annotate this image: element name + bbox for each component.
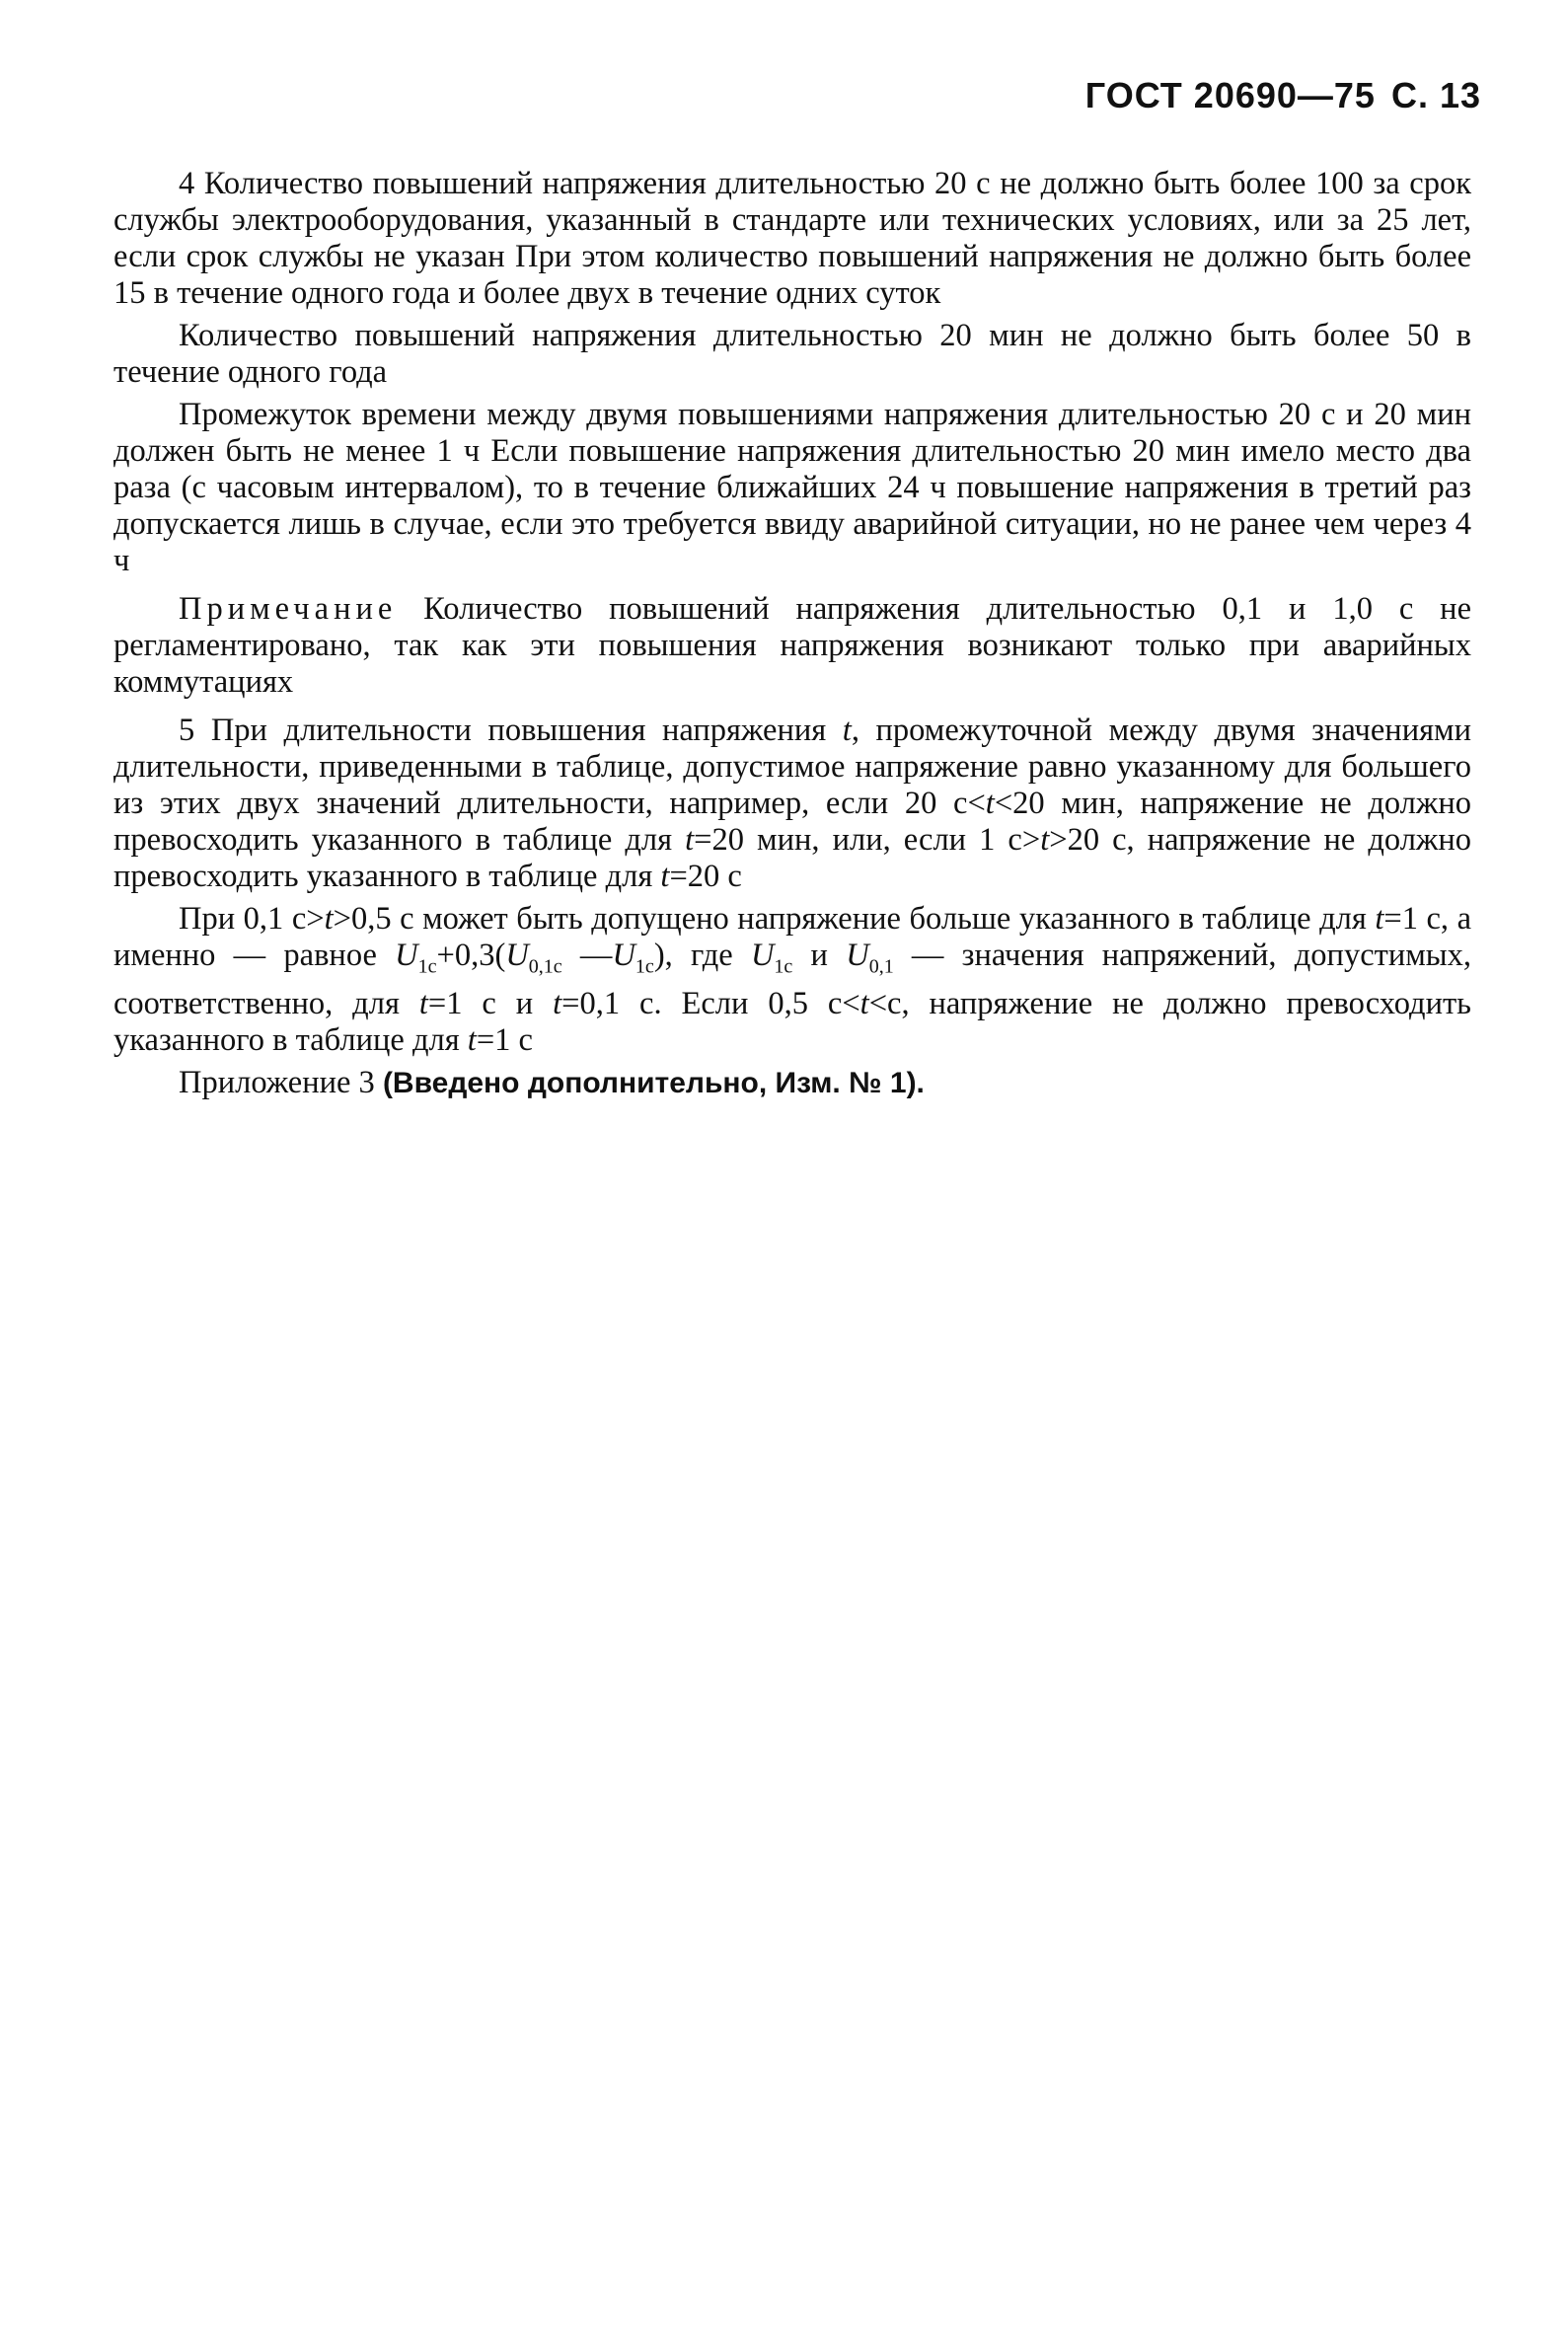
page-header <box>1085 75 1481 116</box>
paragraph-5 <box>113 713 1471 895</box>
standard-number: ГОСТ 20690—75 <box>1084 75 1376 115</box>
p6-text-e: — <box>561 938 613 973</box>
p6-text-h: — значения напряжений, допустимых, соответственно, для <box>113 938 1471 1021</box>
symbol-t: t <box>660 859 670 894</box>
p6-text-i: =1 с и <box>427 985 554 1021</box>
symbol-t: t <box>553 985 562 1021</box>
p5-text-a: 5 При длительности повышения напряжения <box>179 713 843 748</box>
symbol-t: t <box>985 786 995 821</box>
symbol-t: t <box>324 901 334 937</box>
p5-text-b: , промежуточной между двумя значениями длительности, приведенными в таблице, допустимое напряжение равно указанному для большего из этих двух значений длительности, например, если 20 с< <box>113 713 1471 821</box>
p6-text-f: ), где <box>653 938 751 973</box>
p5-text-e: >20 с, напряжение не должно превосходить указанного в таблице для <box>113 822 1472 894</box>
subscript-1c: 1c <box>774 955 793 978</box>
subscript-01: 0,1 <box>868 955 894 978</box>
p6-text-g: и <box>792 938 847 973</box>
symbol-t: t <box>842 713 852 748</box>
note-label: Примечание <box>179 591 398 627</box>
p6-text-l: =1 с <box>476 1021 533 1058</box>
p6-text-b: >0,5 с может быть допущено напряжение больше указанного в таблице для <box>333 901 1376 937</box>
symbol-t: t <box>1375 901 1384 937</box>
subscript-1c: 1c <box>635 955 654 978</box>
paragraph-interval: Промежуток времени между двумя повышениями напряжения длительностью 20 с и 20 мин должен быть не менее 1 ч Если повышение напряжения длительностью 20 мин имело место два раза (с часовым интервалом), то в течение ближайших 24 ч повышение напряжения в третий раз допускается лишь в случае, если это требуется ввиду аварийной ситуации, но не ранее чем через 4 ч <box>113 397 1471 578</box>
symbol-t: t <box>467 1021 477 1058</box>
p5-text-d: =20 мин, или, если 1 с> <box>694 822 1041 858</box>
symbol-u: U <box>505 938 529 973</box>
symbol-t: t <box>859 985 869 1021</box>
symbol-u: U <box>846 938 869 973</box>
document-body <box>113 166 1471 1107</box>
p6-text-c: =1 с, а именно — равное <box>113 901 1472 973</box>
p6-text-k: <с, напряжение не должно превосходить указанного в таблице для <box>113 985 1471 1058</box>
p6-text-d: +0,3( <box>436 938 506 973</box>
symbol-u: U <box>395 938 418 973</box>
appendix-label: Приложение 3 <box>179 1064 383 1100</box>
symbol-u: U <box>750 938 775 973</box>
p6-text-a: При 0,1 с> <box>179 901 325 937</box>
amendment-note: (Введено дополнительно, Изм. № 1). <box>382 1066 925 1099</box>
note-text: Количество повышений напряжения длительностью 0,1 и 1,0 с не регламентировано, так как эти повышения напряжения возникают только при аварийных коммутациях <box>113 591 1471 700</box>
paragraph-voltage-formula <box>113 901 1471 1059</box>
p5-text-f: =20 с <box>669 859 742 894</box>
symbol-t: t <box>1040 822 1050 858</box>
paragraph-4: 4 Количество повышений напряжения длительностью 20 с не должно быть более 100 за срок службы электрооборудования, указанный в стандарте или технических условиях, или за 25 лет, если срок службы не указан При этом количество повышений напряжения не должно быть более 15 в течение одного года и более двух в течение одних суток <box>113 166 1471 311</box>
p5-text-c: <20 мин, напряжение не должно превосходить указанного в таблице для <box>113 786 1471 858</box>
symbol-u: U <box>612 938 635 973</box>
symbol-t: t <box>685 822 695 858</box>
symbol-t: t <box>418 985 428 1021</box>
subscript-1c: 1c <box>417 955 437 978</box>
appendix-note <box>113 1065 1471 1101</box>
subscript-01c: 0,1c <box>528 955 562 978</box>
page-number: С. 13 <box>1390 75 1481 115</box>
note-paragraph <box>113 591 1471 701</box>
paragraph-limit-20min: Количество повышений напряжения длительностью 20 мин не должно быть более 50 в течение одного года <box>113 318 1471 390</box>
p6-text-j: =0,1 с. Если 0,5 с< <box>561 985 860 1021</box>
